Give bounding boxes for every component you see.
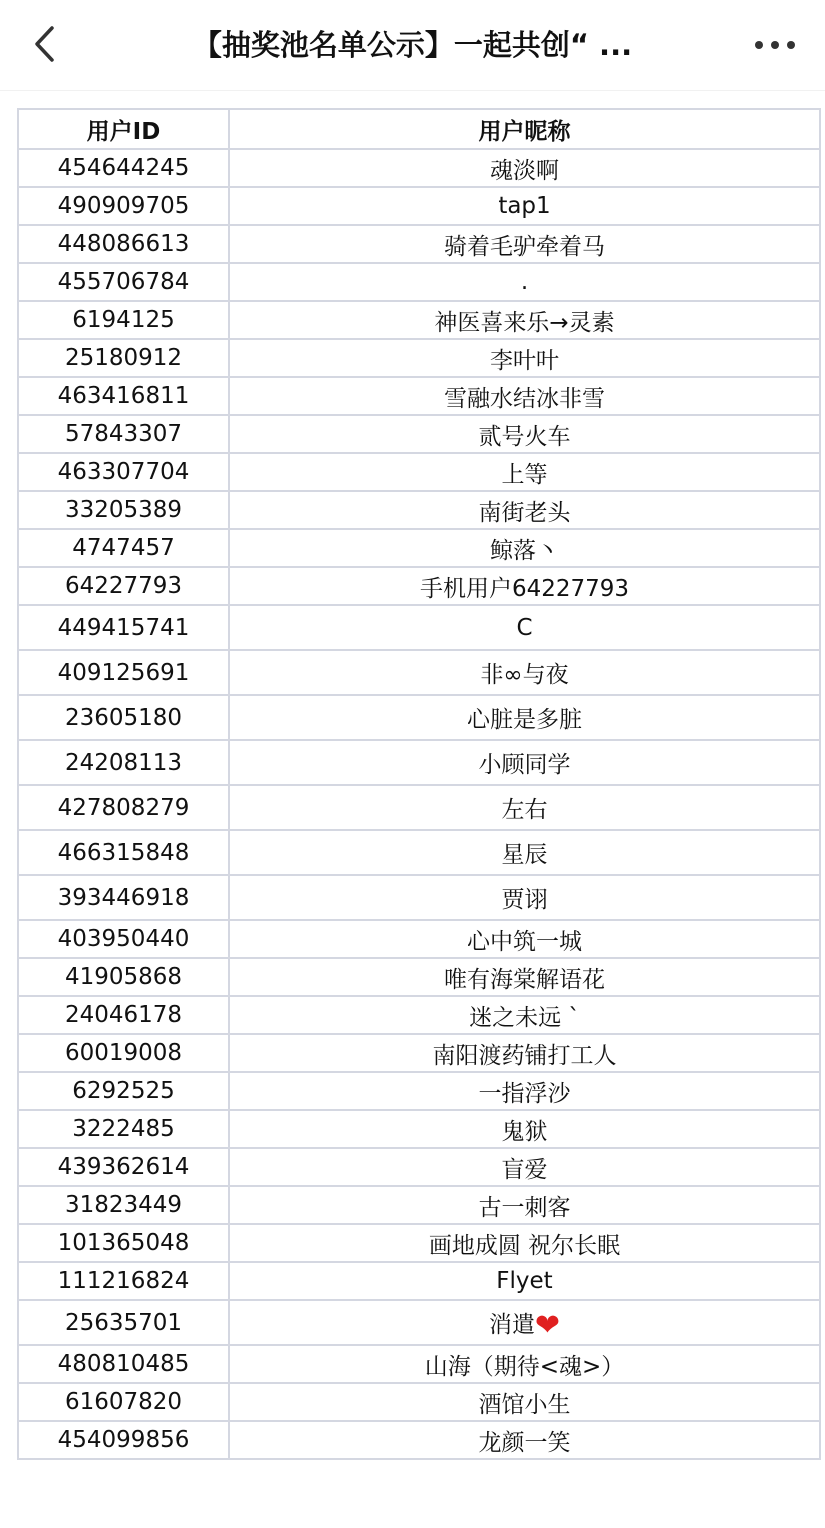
user-id-cell: 4747457 [18,529,229,567]
nickname-cell [229,187,820,225]
user-id-cell: 448086613 [18,225,229,263]
nickname-cell [229,1224,820,1262]
nickname-text: 盲爱 [501,1156,548,1183]
nickname-cell [229,301,820,339]
user-id-cell: 3222485 [18,1110,229,1148]
nickname-text: 小顾同学 [478,752,571,778]
user-id-cell: 24208113 [18,740,229,785]
nickname-text: 古一刺客 [478,1194,571,1221]
table-row [18,415,820,453]
user-id-cell: 480810485 [18,1345,229,1383]
table-row [18,1262,820,1300]
heart-emoji-icon: ❤ [534,1308,561,1343]
nickname-text: 龙颜一笑 [478,1429,571,1456]
user-id-cell: 490909705 [18,187,229,225]
user-id-cell: 463307704 [18,453,229,491]
nickname-text: tap1 [498,193,551,219]
table-row [18,830,820,875]
nickname-text: 唯有海棠解语花 [444,966,605,993]
nickname-cell [229,1345,820,1383]
table-row [18,695,820,740]
table-row [18,453,820,491]
table-row [18,785,820,830]
nickname-text: 骑着毛驴牵着马 [444,233,605,260]
nickname-cell [229,529,820,567]
nickname-text: 星辰 [501,842,548,868]
nickname-text: 上等 [501,461,548,488]
nickname-cell [229,415,820,453]
user-id-cell: 60019008 [18,1034,229,1072]
nickname-cell [229,1186,820,1224]
winner-list-table [17,108,821,1460]
nickname-cell [229,377,820,415]
nickname-cell [229,491,820,529]
nickname-text: 酒馆小生 [478,1391,571,1418]
table-row [18,567,820,605]
more-horizontal-icon [755,41,763,49]
nickname-text: Flyet [496,1268,553,1294]
table-row [18,650,820,695]
column-header-user-id: 用户ID [18,109,229,149]
table-row [18,1148,820,1186]
table-row [18,920,820,958]
nickname-text: 李叶叶 [490,347,559,374]
user-id-cell: 6194125 [18,301,229,339]
user-id-cell: 449415741 [18,605,229,650]
user-id-cell: 454099856 [18,1421,229,1459]
nickname-cell [229,149,820,187]
user-id-cell: 57843307 [18,415,229,453]
table-row [18,187,820,225]
nickname-text: 左右 [501,797,548,823]
nickname-text: 贰号火车 [478,423,571,450]
nickname-text: 南街老头 [478,499,571,526]
nickname-text: 消遣 [488,1312,535,1338]
table-body [18,149,820,1459]
nickname-cell [229,996,820,1034]
user-id-cell: 6292525 [18,1072,229,1110]
table-row [18,1072,820,1110]
table-row [18,339,820,377]
nickname-cell [229,920,820,958]
nickname-text: 画地成圆 祝尔长眠 [428,1232,621,1259]
nickname-cell [229,1034,820,1072]
user-id-cell: 41905868 [18,958,229,996]
column-header-nickname: 用户昵称 [229,109,820,149]
nickname-text: 魂淡啊 [490,157,559,184]
winner-list-table-container [17,108,819,1460]
user-id-cell: 101365048 [18,1224,229,1262]
user-id-cell: 24046178 [18,996,229,1034]
nickname-text: C [516,614,533,641]
user-id-cell: 409125691 [18,650,229,695]
table-row [18,1034,820,1072]
nickname-text: 山海（期待<魂>） [424,1353,625,1380]
user-id-cell: 455706784 [18,263,229,301]
table-row [18,958,820,996]
nickname-text: 迷之未远 ` [469,1004,580,1031]
user-id-cell: 466315848 [18,830,229,875]
page-title: 【抽奖池名单公示】一起共创“ ... [192,28,633,62]
table-row [18,740,820,785]
table-header-row [18,109,820,149]
nickname-cell [229,1148,820,1186]
table-row [18,529,820,567]
nickname-text: 心脏是多脏 [467,707,582,733]
user-id-cell: 25635701 [18,1300,229,1345]
nickname-cell [229,650,820,695]
user-id-cell: 463416811 [18,377,229,415]
nickname-cell [229,740,820,785]
user-id-cell: 439362614 [18,1148,229,1186]
table-row [18,225,820,263]
nickname-cell [229,875,820,920]
nickname-cell [229,263,820,301]
table-row [18,1300,820,1345]
nickname-text: 神医喜来乐→灵素 [434,309,615,336]
nickname-cell [229,1110,820,1148]
nickname-cell [229,1262,820,1300]
user-id-cell: 23605180 [18,695,229,740]
nickname-text: 南阳渡药铺打工人 [432,1042,617,1069]
table-row [18,996,820,1034]
nickname-cell [229,1072,820,1110]
user-id-cell: 33205389 [18,491,229,529]
nickname-cell [229,605,820,650]
table-row [18,1224,820,1262]
user-id-cell: 64227793 [18,567,229,605]
nickname-text: 心中筑一城 [467,928,582,955]
table-row [18,491,820,529]
nickname-text: 鲸落丶 [490,537,559,564]
nickname-text: 贾诩 [501,887,548,913]
nickname-text: 一指浮沙 [478,1080,571,1107]
chevron-left-icon [32,24,56,64]
more-button[interactable] [755,30,795,60]
nickname-cell [229,453,820,491]
table-row [18,1421,820,1459]
table-row [18,1110,820,1148]
table-row [18,1345,820,1383]
table-row [18,377,820,415]
nickname-text: 手机用户64227793 [419,575,630,602]
user-id-cell: 61607820 [18,1383,229,1421]
user-id-cell: 427808279 [18,785,229,830]
table-row [18,1383,820,1421]
table-row [18,605,820,650]
user-id-cell: 31823449 [18,1186,229,1224]
nickname-cell [229,958,820,996]
nickname-text: 雪融水结冰非雪 [444,385,605,412]
table-row [18,1186,820,1224]
nickname-cell [229,1383,820,1421]
table-row [18,149,820,187]
user-id-cell: 393446918 [18,875,229,920]
user-id-cell: 111216824 [18,1262,229,1300]
nickname-cell [229,830,820,875]
user-id-cell: 25180912 [18,339,229,377]
nickname-cell [229,225,820,263]
nickname-text: 非∞与夜 [480,662,569,688]
nickname-cell [229,1421,820,1459]
nickname-cell [229,695,820,740]
table-row [18,301,820,339]
back-button[interactable] [26,22,62,66]
user-id-cell: 454644245 [18,149,229,187]
nickname-text: . [520,269,529,295]
top-nav-bar [0,0,825,91]
user-id-cell: 403950440 [18,920,229,958]
nickname-text: 鬼狱 [501,1118,548,1145]
table-row [18,875,820,920]
nickname-cell [229,567,820,605]
nickname-cell [229,1300,820,1345]
table-row [18,263,820,301]
nickname-cell [229,785,820,830]
nickname-cell [229,339,820,377]
